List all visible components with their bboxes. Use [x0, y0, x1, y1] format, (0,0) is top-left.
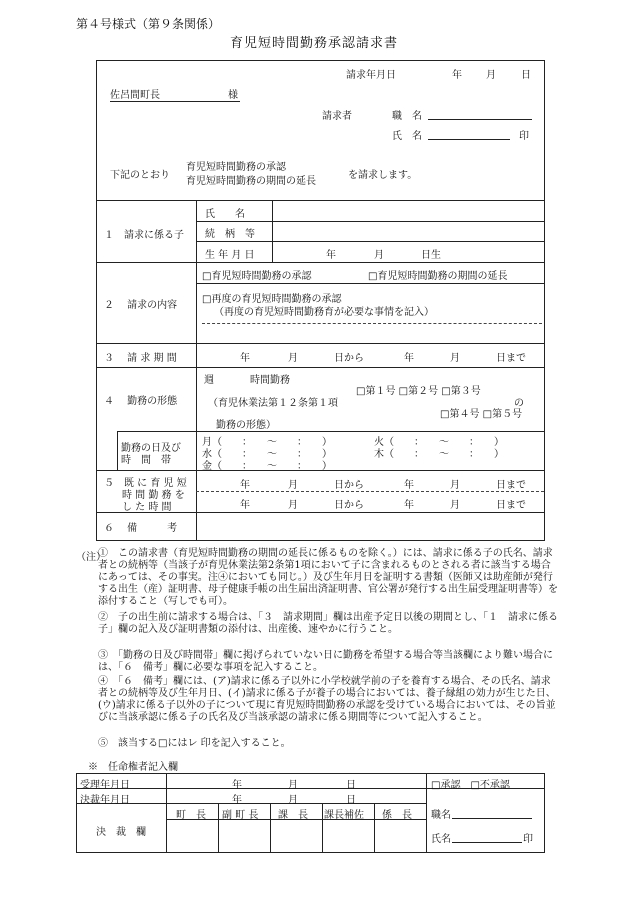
schedule-label-1: 勤務の日及び — [121, 443, 181, 454]
intro-option-extension: 育児短時間勤務の期間の延長 — [186, 176, 316, 187]
prev1-from: 日から — [334, 480, 364, 491]
law-no: の — [514, 398, 524, 409]
form-items-1[interactable]: □第１号 □第２号 □第３号 — [356, 386, 481, 397]
intro-suffix: を請求します。 — [348, 170, 418, 181]
birth-year: 年 — [326, 250, 336, 261]
request-date-day: 日 — [521, 70, 531, 81]
intro-prefix: 下記のとおり — [110, 170, 170, 181]
child-relation-label: 続 柄 等 — [205, 229, 255, 240]
received-month: 月 — [288, 780, 298, 791]
option-approval[interactable]: □育児短時間勤務の承認 — [202, 271, 312, 282]
decided-month: 月 — [288, 795, 298, 806]
prev1-year: 年 — [240, 480, 250, 491]
period-from-day: 日から — [334, 353, 364, 364]
section-form-label: ４ 勤務の形態 — [104, 396, 178, 407]
reapproval-note: （再度の育児短時間勤務育が必要な事情を記入） — [214, 307, 434, 318]
appointer-name-field[interactable] — [452, 842, 522, 843]
appointer-title: ※ 任命権者記入欄 — [88, 762, 178, 773]
position-label: 職 名 — [392, 111, 422, 122]
child-birth-label: 生 年 月 日 — [205, 250, 255, 261]
col-section: 係 長 — [382, 810, 412, 821]
option-extension[interactable]: □育児短時間勤務の期間の延長 — [368, 271, 508, 282]
decided-year: 年 — [232, 795, 242, 806]
section-period-label: ３ 請 求 期 間 — [104, 353, 177, 364]
period-to-month: 月 — [450, 353, 460, 364]
requester-label: 請求者 — [322, 111, 352, 122]
col-assistant: 課長補佐 — [324, 810, 364, 821]
hours-label: 時間勤務 — [250, 375, 290, 386]
addressee-line — [110, 86, 240, 102]
appointer-post-field[interactable] — [452, 818, 532, 819]
prev2-year: 年 — [240, 500, 250, 511]
schedule-wed[interactable]: 水（ ： 〜 ： ） — [202, 449, 332, 460]
section-remarks-label: ６ 備 考 — [104, 523, 178, 534]
law-label: （育児休業法第１２条第１項 — [208, 398, 338, 409]
appointer-name-label: 氏名 — [431, 834, 451, 845]
decision-label: 決 裁 欄 — [96, 827, 146, 838]
prev2-until: 日まで — [496, 500, 526, 511]
decided-day: 日 — [346, 795, 356, 806]
birth-day: 日生 — [421, 250, 441, 261]
col-mayor: 町 長 — [176, 810, 206, 821]
received-day: 日 — [346, 780, 356, 791]
received-label: 受理年月日 — [80, 780, 130, 791]
appointer-post-label: 職名 — [431, 810, 451, 821]
section-previous-label-3: し た 時 間 — [122, 502, 172, 513]
col-chief: 課 長 — [278, 810, 308, 821]
section-previous-label-1: ５ 既 に 育 児 短 — [104, 478, 187, 489]
intro-option-approval: 育児短時間勤務の承認 — [186, 162, 286, 173]
form-items-2[interactable]: □第４号 □第５号 — [440, 409, 523, 420]
schedule-label-2: 時 間 帯 — [121, 455, 171, 466]
notes-head: （注） — [76, 552, 106, 563]
prev2-month: 月 — [288, 500, 298, 511]
note-3: ③ 「勤務の日及び時間帯」欄に掲げられていない日に勤務を希望する場合等当該欄により難い場合には、「６ 備考」欄に必要な事項を記入すること。 — [98, 650, 553, 673]
honorific: 様 — [228, 90, 238, 101]
name-label: 氏 名 — [392, 131, 422, 142]
form-suffix: 勤務の形態） — [216, 420, 276, 431]
appointer-seal: 印 — [523, 834, 533, 845]
addressee: 佐呂間町長 — [110, 90, 160, 101]
received-year: 年 — [232, 780, 242, 791]
decided-label: 決裁年月日 — [80, 795, 130, 806]
note-1: ① この請求書（育児短時間勤務の期間の延長に係るものを除く。）には、請求に係る子の氏名、請求者との続柄等（当該子が育児休業法第2条第1項において子に含まれるものとされる者に該当する場合にあっては、その事実。注④においても同じ。）及び生年月日を証明する書類（医師又は助産師が発行する出生（産）証明書、母子健康手帳の出生届出済証明書、官公署が発行する出生届受理証明書等）を添付すること（写しでも可）。 — [98, 548, 558, 607]
schedule-thu[interactable]: 木（ ： 〜 ： ） — [374, 449, 504, 460]
schedule-mon[interactable]: 月（ ： 〜 ： ） — [202, 437, 332, 448]
prev2-month-to: 月 — [450, 500, 460, 511]
schedule-tue[interactable]: 火（ ： 〜 ： ） — [374, 437, 504, 448]
child-name-label: 氏 名 — [205, 209, 245, 220]
note-5: ⑤ 該当する□にはレ 印を記入すること。 — [98, 738, 291, 749]
prev1-until: 日まで — [496, 480, 526, 491]
period-to-year: 年 — [404, 353, 414, 364]
page-title: 育児短時間勤務承認請求書 — [230, 36, 399, 51]
schedule-fri[interactable]: 金（ ： 〜 ： ） — [202, 461, 332, 472]
form-id: 第４号様式（第９条関係） — [76, 17, 221, 31]
week-label: 週 — [204, 375, 214, 386]
birth-month: 月 — [374, 250, 384, 261]
request-date-year: 年 — [452, 70, 462, 81]
period-from-year: 年 — [240, 353, 250, 364]
section-child-label: １ 請求に係る子 — [104, 230, 184, 241]
note-2: ② 子の出生前に請求する場合は、「３ 請求期間」欄は出産予定日以後の期間とし、「１ 請求に係る子」欄の記入及び証明書類の添付は、出産後、速やかに行うこと。 — [98, 612, 558, 635]
prev1-month: 月 — [288, 480, 298, 491]
col-deputy: 副 町 長 — [222, 810, 259, 821]
approve-options[interactable]: □承認 □不承認 — [431, 780, 510, 791]
period-from-month: 月 — [288, 353, 298, 364]
prev2-from: 日から — [334, 500, 364, 511]
prev1-year-to: 年 — [404, 480, 414, 491]
section-previous-label-2: 時 間 勤 務 を — [122, 490, 185, 501]
position-field[interactable] — [428, 119, 532, 120]
request-date-label: 請求年月日 — [346, 70, 396, 81]
prev1-month-to: 月 — [450, 480, 460, 491]
period-to-day: 日まで — [496, 353, 526, 364]
prev2-year-to: 年 — [404, 500, 414, 511]
seal-mark: 印 — [519, 131, 529, 142]
note-4: ④ 「６ 備考」欄には、(ア)請求に係る子以外に小学校就学前の子を養育する場合、その氏名、請求者との続柄等及び生年月日、(イ)請求に係る子が養子の場合においては、養子縁組の効力が生じた日、(ウ)請求に係る子以外の子について現に育児短時間勤務の承認を受けている場合においては、その旨並びに当該承認に係る子の氏名及び当該承認の請求に係る期間等について記入すること。 — [98, 676, 556, 723]
request-date-month: 月 — [486, 70, 496, 81]
name-field[interactable] — [428, 139, 510, 140]
option-reapproval[interactable]: □再度の育児短時間勤務の承認 — [202, 294, 342, 305]
section-content-label: ２ 請求の内容 — [104, 300, 178, 311]
